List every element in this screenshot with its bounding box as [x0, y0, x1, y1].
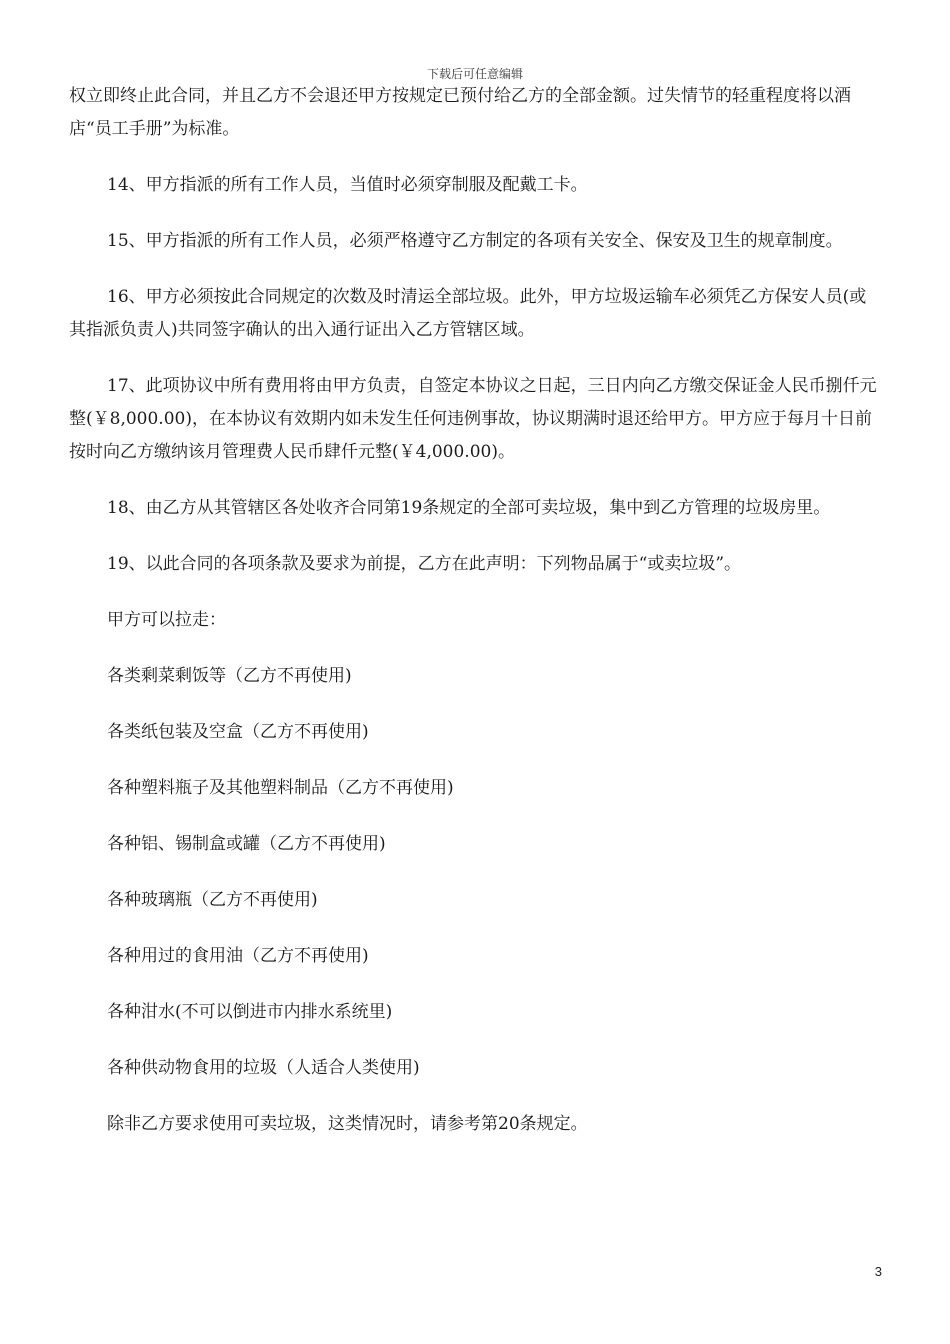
clause-19: 19、以此合同的各项条款及要求为前提，乙方在此声明：下列物品属于“或卖垃圾”。	[107, 554, 742, 574]
list-item: 各种泔水(不可以倒进市内排水系统里)	[107, 1002, 393, 1022]
page-number: 3	[874, 1264, 882, 1279]
list-intro: 甲方可以拉走：	[107, 610, 226, 630]
list-item: 各种用过的食用油（乙方不再使用)	[107, 946, 369, 966]
list-item: 各种塑料瓶子及其他塑料制品（乙方不再使用)	[107, 778, 454, 798]
list-item: 各种铝、锡制盒或罐（乙方不再使用)	[107, 834, 386, 854]
paragraph-continuation: 权立即终止此合同，并且乙方不会退还甲方按规定已预付给乙方的全部金额。过失情节的轻重程度将以酒店“员工手册”为标准。	[69, 86, 851, 139]
list-closing: 除非乙方要求使用可卖垃圾，这类情况时，请参考第20条规定。	[107, 1114, 588, 1134]
clause-17: 17、此项协议中所有费用将由甲方负责，自签定本协议之日起，三日内向乙方缴交保证金人民币捌仟元整(￥8,000.00)，在本协议有效期内如未发生任何违例事故，协议期满时退还给甲方。甲方应于每月十日前按时向乙方缴纳该月管理费人民币肆仟元整(￥4,000.00)。	[69, 376, 877, 462]
list-item: 各种玻璃瓶（乙方不再使用)	[107, 890, 318, 910]
clause-18: 18、由乙方从其管辖区各处收齐合同第19条规定的全部可卖垃圾，集中到乙方管理的垃圾房里。	[107, 498, 831, 518]
list-item: 各类剩菜剩饭等（乙方不再使用)	[107, 666, 352, 686]
list-item: 各类纸包装及空盒（乙方不再使用)	[107, 722, 369, 742]
header-note: 下载后可任意编辑	[426, 67, 523, 81]
document-body	[69, 80, 881, 1164]
list-item: 各种供动物食用的垃圾（人适合人类使用)	[107, 1058, 420, 1078]
clause-15: 15、甲方指派的所有工作人员，必须严格遵守乙方制定的各项有关安全、保安及卫生的规章制度。	[107, 231, 843, 251]
clause-16: 16、甲方必须按此合同规定的次数及时清运全部垃圾。此外，甲方垃圾运输车必须凭乙方保安人员(或其指派负责人)共同签字确认的出入通行证出入乙方管辖区域。	[69, 287, 867, 340]
clause-14: 14、甲方指派的所有工作人员，当值时必须穿制服及配戴工卡。	[107, 175, 588, 195]
